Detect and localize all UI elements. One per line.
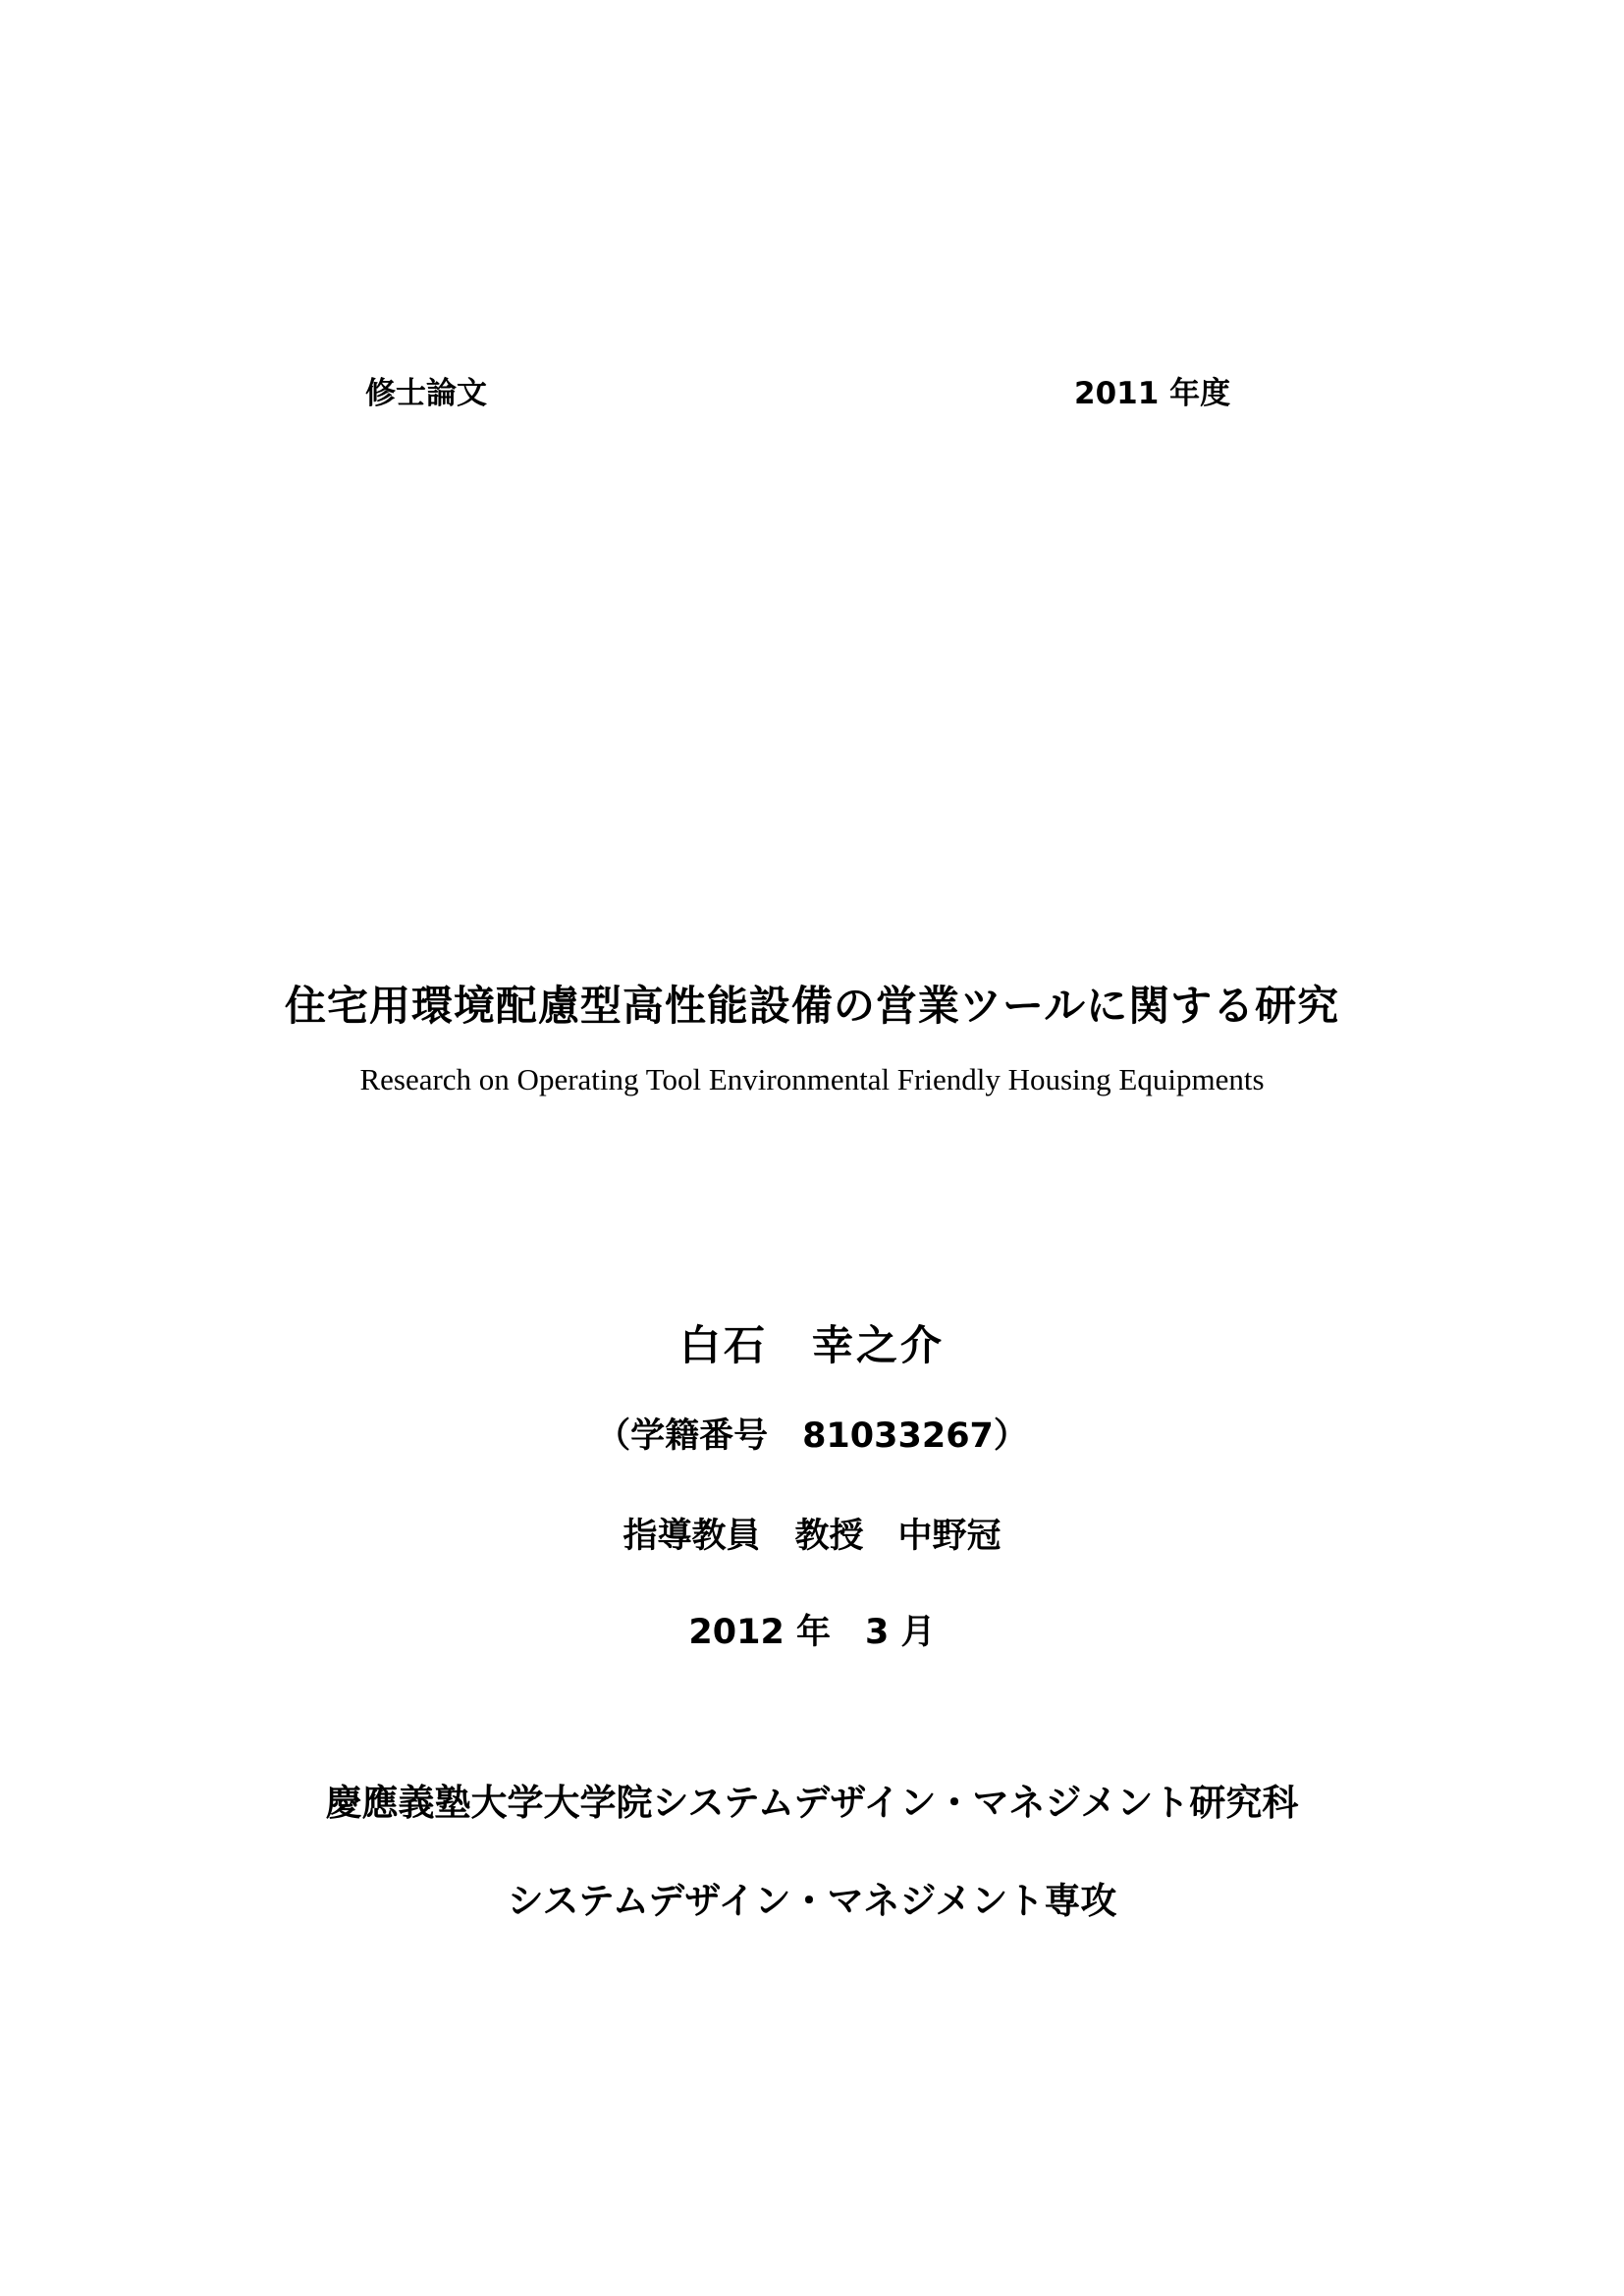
author-name: 白石 幸之介 xyxy=(678,1321,945,1369)
thesis-title-english: Research on Operating Tool Environmental Friendly Housing Equipments xyxy=(359,1062,1265,1096)
thesis-title-japanese: 住宅用環境配慮型高性能設備の営業ツールに関する研究 xyxy=(284,982,1340,1030)
document-type-label: 修士論文 xyxy=(365,376,487,411)
department-name: システムデザイン・マネジメント専攻 xyxy=(507,1880,1117,1922)
submission-date: 2012 年 3 月 xyxy=(688,1613,936,1652)
advisor-line: 指導教員 教授 中野冠 xyxy=(623,1517,1001,1556)
student-id: （学籍番号 81033267） xyxy=(596,1416,1028,1456)
university-graduate-school: 慶應義塾大学大学院システムデザイン・マネジメント研究科 xyxy=(325,1782,1299,1824)
fiscal-year-label: 2011 年度 xyxy=(1074,376,1231,411)
